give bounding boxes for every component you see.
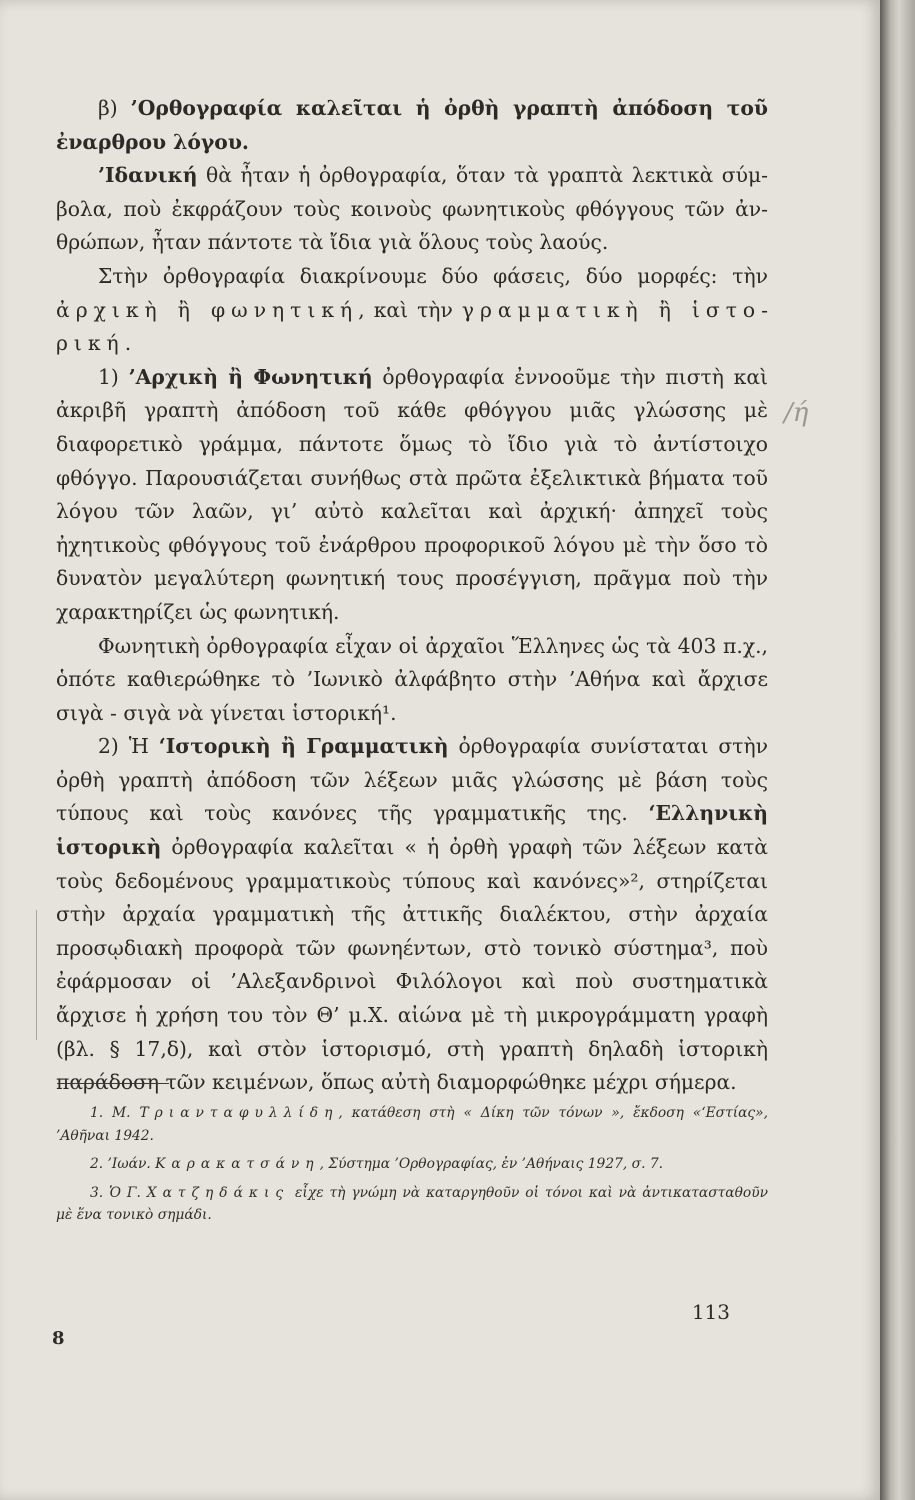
text-span: , καὶ τὴν bbox=[358, 297, 462, 322]
text-span: ‘Ιστορικὴ ἢ Γραμματικὴ bbox=[158, 734, 449, 759]
text-span: ὀρθογραφία ἐννοοῦμε τὴν πιστὴ καὶ ἀκριβῆ γραπτὴ ἀπόδοση τοῦ κάθε φθόγγου μιᾶς γλώσσης μὲ διαφορετικὸ γράμμα, πάντοτε ὅμως τὸ ἴδιο γιὰ τὸ ἀντίστοιχο φθόγγο. Παρουσιάζεται συνήθως στὰ πρῶτα ἐξελικτικὰ βήματα τοῦ λόγου τῶν λαῶν, γι’ αὐτὸ καλεῖται καὶ ἀρχική· ἀπηχεῖ τοὺς ἠχητικοὺς φθόγγους τοῦ ἐνάρθρου προφορικοῦ λόγου μὲ τὴν ὅσο τὸ δυνατὸν μεγαλύτερη φωνητική τους προσέγγιση, πρᾶγμα ποὺ τὴν χαρακτηρίζει ὡς φωνητική. bbox=[56, 364, 768, 624]
book-edge bbox=[880, 0, 915, 1500]
text-span: 1. Μ. bbox=[90, 1105, 140, 1121]
text-span: ’Αρχικὴ ἢ Φωνητική bbox=[128, 364, 373, 389]
footnote bbox=[56, 1182, 768, 1227]
paragraph bbox=[56, 159, 768, 260]
margin-annotation: /ή bbox=[784, 398, 809, 428]
text-span: . bbox=[124, 331, 132, 356]
text-span: ’Ιδανική bbox=[98, 163, 198, 188]
text-span: ὀρθογραφία συνίσταται στὴν ὀρθὴ γραπτὴ ἀπόδοση τῶν λέξεων μιᾶς γλώσσης μὲ βάση τοὺς τύπους καὶ τοὺς κανόνες τῆς γραμματικῆς της. bbox=[56, 734, 768, 826]
paragraph bbox=[56, 730, 768, 1100]
text-span: Χατζηδάκις bbox=[146, 1184, 290, 1201]
footnote bbox=[56, 1102, 768, 1147]
paragraph bbox=[56, 92, 768, 159]
text-span: Καρακατσάνη bbox=[155, 1156, 320, 1172]
signature-mark: 8 bbox=[52, 1328, 65, 1349]
margin-line bbox=[36, 910, 37, 1040]
text-span: 3. Ὁ Γ. bbox=[90, 1184, 147, 1201]
text-span: γραμματικὴ ἢ ἱστορική bbox=[56, 297, 768, 356]
text-span: , κατάθεση στὴ « Δίκη τῶν τόνων », ἔκδοση «‘Εστίας», ’Αθῆναι 1942. bbox=[56, 1105, 768, 1144]
text-span: Τριανταφυλλίδη bbox=[139, 1105, 339, 1121]
text-span: 1) bbox=[98, 364, 129, 389]
text-span: ἀρχικὴ ἢ φωνητική bbox=[56, 297, 359, 322]
text-span: 2) Ἡ bbox=[98, 734, 159, 759]
footnote-rule bbox=[57, 1083, 169, 1084]
text-span: ’Ορθογραφία καλεῖται ἡ ὀρθὴ γραπτὴ ἀπόδοση τοῦ ἐναρθρου λόγου. bbox=[56, 96, 768, 154]
footnote bbox=[56, 1153, 768, 1176]
text-span: Στὴν ὀρθογραφία διακρίνουμε δύο φάσεις, δύο μορφές: τὴν bbox=[98, 263, 768, 288]
text-span: ὀρθογραφία καλεῖται « ἡ ὀρθὴ γραφὴ τῶν λέξεων κατὰ τοὺς δεδομένους γραμματικοὺς τύπους καὶ κανόνες»², στηρίζεται στὴν ἀρχαία γραμματικὴ τῆς ἀττικῆς διαλέκτου, στὴν ἀρχαία προσῳδιακὴ προφορὰ τῶν φωνηέντων, στὸ τονικὸ σύστημα³, ποὺ ἐφάρμοσαν οἱ ’Αλεξανδρινοὶ Φιλόλογοι καὶ ποὺ συστηματικὰ ἄρχισε ἡ χρήση του τὸν Θ’ μ.Χ. αἰώνα μὲ τὴ μικρογράμματη γραφὴ (βλ. § 17,δ), καὶ στὸν ἱστορισμό, στὴ γραπτὴ δηλαδὴ ἱστορικὴ παράδοση τῶν κειμένων, ὅπως αὐτὴ διαμορφώθηκε μέχρι σήμερα. bbox=[56, 835, 768, 1095]
paragraph bbox=[56, 260, 768, 361]
text-span: β) bbox=[98, 96, 131, 120]
text-span: ‘Ελληνικὴ ἱστορικὴ bbox=[56, 801, 768, 860]
footnotes bbox=[56, 1102, 768, 1233]
page-number: 113 bbox=[691, 1300, 730, 1324]
text-span: εἶχε τὴ γνώμη νὰ καταργηθοῦν οἱ τόνοι καὶ νὰ ἀντικατασταθοῦν μὲ ἕνα τονικὸ σημάδι. bbox=[56, 1184, 769, 1223]
text-span: 2. ’Ιωάν. bbox=[90, 1156, 156, 1172]
paragraph bbox=[56, 361, 768, 630]
body-text bbox=[56, 92, 768, 1100]
text-span: θὰ ἦταν ἡ ὀρθογραφία, ὅταν τὰ γραπτὰ λεκτικὰ σύμβολα, ποὺ ἐκφράζουν τοὺς κοινοὺς φωνητικοὺς φθόγγους τῶν ἀνθρώπων, ἦταν πάντοτε τὰ ἴδια γιὰ ὅλους τοὺς λαούς. bbox=[56, 163, 768, 255]
text-span: , Σύστημα ’Ορθογραφίας, ἐν ’Αθήναις 1927, σ. 7. bbox=[319, 1156, 664, 1172]
text-span: Φωνητικὴ ὀρθογραφία εἶχαν οἱ ἀρχαῖοι Ἕλληνες ὡς τὰ 403 π.χ., ὁπότε καθιερώθηκε τὸ ’Ιωνικὸ ἀλφάβητο στὴν ’Αθήνα καὶ ἄρχισε σιγὰ - σιγὰ νὰ γίνεται ἱστορική¹. bbox=[56, 633, 768, 725]
paragraph bbox=[56, 630, 768, 731]
